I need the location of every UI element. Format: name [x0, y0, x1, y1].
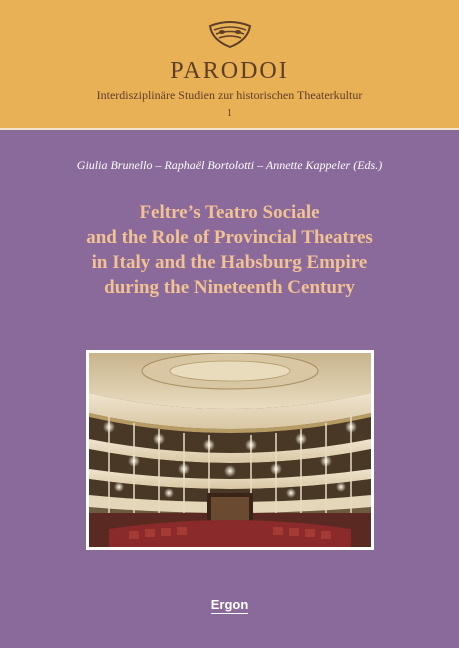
cover-photo-frame: [86, 350, 374, 550]
publisher-name: Ergon: [210, 597, 249, 612]
theatre-interior-photo: [89, 353, 371, 547]
title-line: Feltre’s Teatro Sociale: [139, 202, 320, 223]
series-subtitle: Interdisziplinäre Studien zur historischen Theaterkultur: [96, 88, 363, 102]
series-title: PARODOI: [170, 58, 289, 84]
series-band: [0, 0, 459, 128]
book-title: [0, 200, 459, 300]
title-line: and the Role of Provincial Theatres: [86, 227, 373, 248]
authors-line: Giulia Brunello – Raphaël Bortolotti – Annette Kappeler (Eds.): [76, 158, 383, 172]
mask-logo-icon: [207, 20, 253, 50]
publisher-logo: [0, 596, 459, 614]
series-number: 1: [227, 108, 232, 119]
title-line: during the Nineteenth Century: [104, 277, 355, 298]
title-line: in Italy and the Habsburg Empire: [91, 252, 368, 273]
band-divider: [0, 128, 459, 130]
